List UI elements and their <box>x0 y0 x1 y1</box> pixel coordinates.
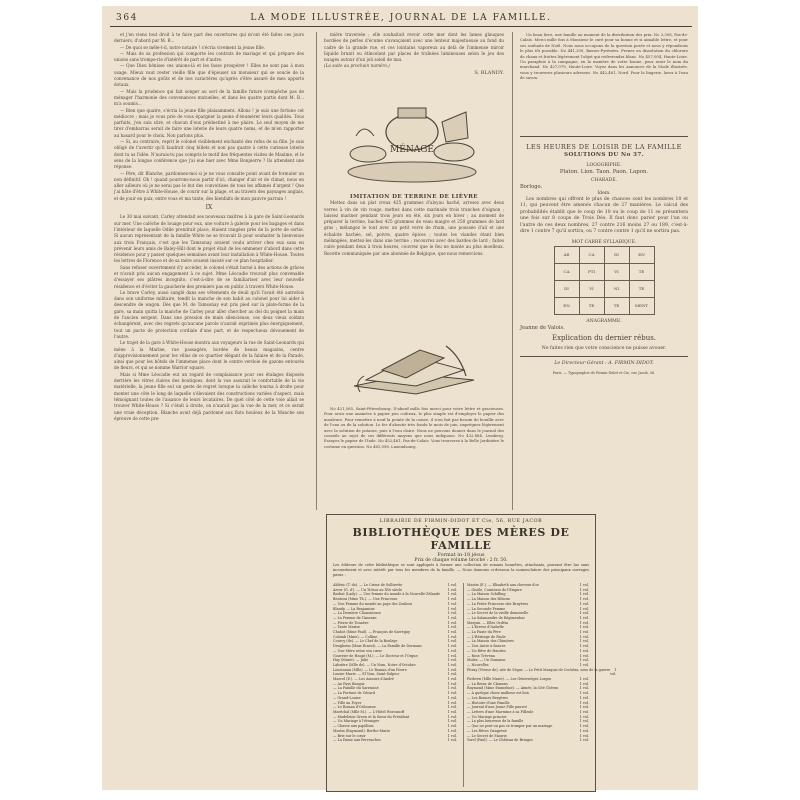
book-volumes: 1 vol. <box>447 583 457 587</box>
book-volumes: 1 vol. <box>579 592 589 597</box>
book-title: Labrière (Mlle de). — Un Nom, Notre d'Octobre <box>333 662 416 667</box>
column-divider-1 <box>316 32 317 510</box>
book-title: — La Seconde Femme <box>467 606 506 611</box>
book-volumes: 1 vol. <box>447 601 457 606</box>
book-title: Chabot (Mme Paul). — François de Sarrègny <box>333 630 411 635</box>
book-volumes: 1 vol. <box>447 625 457 630</box>
publisher-line: LIBRAIRIE DE FIRMIN-DIDOT ET Cie, 56, RUE JACOB <box>379 519 543 524</box>
column-2 <box>324 32 504 508</box>
book-volumes: 1 vol. <box>447 606 457 611</box>
book-title: Marcel (E.). — Les Amours d'André <box>333 677 394 682</box>
book-title: — Un Mariage princier <box>467 714 507 719</box>
newspaper-page <box>102 6 698 790</box>
book-volumes: 1 vol. <box>447 648 457 653</box>
idem-label: Idem. <box>597 190 611 196</box>
book-title: — Une Mère selon son cœur <box>333 648 383 653</box>
book-list-left <box>333 583 457 787</box>
charade-answer: Borlogo. <box>520 184 543 191</box>
book-title: — Au Pays Basque <box>333 681 365 686</box>
grid-row <box>554 263 654 280</box>
ad-format: Format in-18 jésus <box>437 552 485 558</box>
book-volumes: 1 vol. <box>447 653 457 658</box>
book-entry <box>467 667 617 677</box>
director-credit: Le Directeur-Gérant : A. FIRMIN-DIDOT. <box>554 361 654 366</box>
ad-intro: Les éditeurs de cette bibliothèque se sont appliqués à former une collection de romans honnêtes, attachants, pouvant être lus sans inconvénient et avec intérêt par tous les membres de la famille. — Nous donnons ci-dessous la nomenclature des principaux ouvrages parus : <box>333 563 589 578</box>
book-volumes: 1 vol. <box>447 738 457 743</box>
book-title: Aldéric (T. de). — Le Crime de Sollivette <box>333 583 403 587</box>
recipe-block <box>324 194 504 257</box>
book-title: — Gisèle, Comtesse de l'Empire <box>467 587 522 592</box>
book-volumes: 1 vol. <box>579 653 589 658</box>
grid-cell: TE <box>629 280 654 297</box>
correspondence-text: No 421,565, Saint-Pétersbourg. D'abord mille fois merci pour votre lettre et gracieuses. Pour avoir une anamèse à papier peu coûteux, le plus simple est d'employer le papier des mouleurs. Pour remettre à neuf la pointe de la caisse, il n'en fait pas besoin de bouillir avec de l'eau ou de la solution. Le fer d'aboutir très fondu le mois de juin, imprégnez légèrement avec la solution de potasse, puis à l'eau claire. Nous ne pouvons donner dans le journal des conseils au sujet de ces différents moyens que nous indiquons. No 432,884, Lemberg. Essayez le papier de l'Inde. No 452,461, Pas-de-Calais. Vous trouverez à la Belle Jardinière le costume en question. No 461,096, Luxembourg. <box>324 406 504 449</box>
menage-label: MÉNAGE <box>390 145 434 155</box>
book-title: — Fille au Foyer <box>333 700 362 705</box>
book-title: — Chasse aux papillons <box>333 724 374 729</box>
book-volumes: 1 vol. <box>447 681 457 686</box>
book-title: — La Dame aux Pervenches <box>333 738 381 743</box>
book-volumes: 1 vol. <box>579 714 589 719</box>
paragraph: — Si, au contraire, reprit le colonel visiblement enchanté des refus de sa fille. Je suis obligé de t'avertir qu'il faudrait cinq billets et non pas quatre à cette curieuse loterie dont tu as l'idée. N'aurais-tu pas compris le motif des fréquentes visites de Maxime, et le sens de la longue conférence que j'ai eue hier avec Mme Bonpierre ? Ils attendent une réponse. <box>114 139 304 170</box>
paragraph: — Que Dieu bénisse ces unions-là et les fasse prospérer ! Elles ne sont pas à mon usage. Mieux vaut rester vieille fille que d'épouser un monsieur qui se soucie de la convenance de nos goûts et de nos caractères qu'après s'être assuré de mes apports dotaux. <box>114 63 304 88</box>
paragraph: — De quoi se mêle-t-il, notre notaire ! s'écria vivement la jeune fille. <box>120 44 266 50</box>
book-title: Courcy (de). — Le Chef de la Boulaye <box>333 639 398 644</box>
column-divider-2 <box>512 32 513 510</box>
book-title: Arvor (G. d'). — Un Trésor au XVe siècle <box>333 587 403 592</box>
book-title: — Le Secret de la vieille demoiselle <box>467 611 529 616</box>
book-list-right <box>467 583 617 787</box>
book-volumes: 1 vol. <box>447 615 457 620</box>
page-header <box>110 12 692 26</box>
book-volumes: 1 vol. <box>579 587 589 592</box>
book-volumes: 1 vol. <box>447 714 457 719</box>
book-title: — Pierre de Tonnère <box>333 620 369 625</box>
book-volumes: 1 vol. <box>447 672 457 677</box>
book-title: — Une Autre à fiancer <box>467 644 506 649</box>
book-title: — La Faute du Père <box>467 630 501 635</box>
book-title: — Une Femme du monde au pays des Zoulous <box>333 601 413 606</box>
book-volumes: 1 vol. <box>579 648 589 653</box>
book-volumes: 1 vol. <box>447 719 457 724</box>
book-title: Colomb (Mme). — Colline <box>333 634 378 639</box>
column-1 <box>114 32 304 786</box>
book-title: Mulez. — Un Domaine <box>467 658 506 663</box>
book-volumes: 1 vol. <box>447 611 457 616</box>
book-title: — Journal d'une Jeune Fille pauvre <box>467 705 528 710</box>
book-title: — La Salamandre de Régimenbac <box>467 615 526 620</box>
book-volumes: 1 vol. <box>447 695 457 700</box>
paragraph: Le brave Carley, aussi sanglé dans ses vêtements de deuil qu'il l'avait été autrefois dans son uniforme militaire, tendit la manche de son habit au colonel pour lui aider à descendre de wagon. Dès que M. de Tamsonay eut pris pied sur la plate-forme de la gare, sa main quitta la manche de Carley pour aller chercher au del du poignet la main de l'ancien sergent. Dans une pression de main silencieuse, ces deux vieux soldats échangèrent, avec des regrets qu'aucune parole n'aurait exprimés plus énergiquement, tout un pacte de protection cordiale d'une part, et de respectueux dévouement de l'autre. <box>114 289 304 339</box>
book-title: Blandy. — La Benjamine <box>333 606 375 611</box>
paragraph: — Bien que quatre, s'écria la jeune fille plaisamment. Allons ! je suis une fortune cet médiocre ; mais je vous prie de vous épargner la peine d'énumérer leurs qualités. Tous parfaits, j'en suis sûre, et chacun d'eux prédestiné à me plaire. Le seul moyen de me tirer d'embarras serait de faire une loterie de leurs quatre noms, et de m'en rapporter au hasard pour le choix. Non parlons plus. <box>114 107 304 138</box>
book-volumes: 1 vol. <box>447 639 457 644</box>
paragraph: Le 30 mai suivant, Carley attendait ses nouveaux maîtres à la gare de Saint-Leonards sur mer. Une calèche de louage pour eux, une voiture à galerie pour les bagages et dans l'intérieur de laquelle Odile prendrait place, étaient rangées près de la porte de sortie. Si aucun représentant de la famille White ne se trouvait là pour souhaiter la bienvenue aux trois Français, c'est que les Tamsonay avaient voulu arriver chez eux sans en prévenir leurs amis de Baley-Hill dont le projet était de les emmener d'abord dans cette résidence pour y passer quelques semaines avant leur installation à White-House. Toutes les lettres de Florence et de sa mère avaient insisté sur ce plan hospitalier. <box>114 214 304 264</box>
book-title: — Les Bonnes Bergères <box>467 695 508 700</box>
grid-cell: NI <box>604 280 629 297</box>
book-title: — Madeleine Green et la Sœur du Président <box>333 714 410 719</box>
book-volumes: 1 vol. <box>579 695 589 700</box>
book-volumes: 1 vol. <box>579 724 589 729</box>
journal-title: LA MODE ILLUSTRÉE, JOURNAL DE LA FAMILLE. <box>250 13 552 23</box>
book-title: — Un Rêve de Hauties <box>467 648 506 653</box>
book-volumes: 1 vol. <box>447 662 457 667</box>
grid-cell: EN <box>629 246 654 263</box>
grid-cell: CA <box>554 263 579 280</box>
book-title: Yorel (Paul). — Le Château de Bringes <box>467 738 533 743</box>
logogriphe-answer: Platon. Lion. Taon. Paon. Lapon. <box>559 168 649 175</box>
paragraph: Mais si Mme Léocadie eut un regard de complaisance pour ces étalages disposés derrière les vitres claires des boutiques, dont la vue assurait le confortable de la vie matérielle, la jeune fille eut un geste de regret lorsque la calèche tourna à droite pour monter une côte le long de laquelle s'élevaient des constructions variées d'aspect, mais témoignant toutes de l'aisance de leurs locataires. De quel côté de cette voie allait se trouver White-House ? Si c'était à droite, on n'aurait pas la vue de la mer, et ce serait une vraie déception. Blanche avait déjà pardonné aux flots houleux de la Manche son épreuve de cette pre- <box>114 371 304 421</box>
book-volumes: 1 vol. <box>579 686 589 691</box>
book-volumes: 1 vol. <box>447 691 457 696</box>
book-title: — Tante Marise <box>333 625 361 630</box>
story-text-part2 <box>114 214 304 422</box>
author-signature: S. BLANDY. <box>474 69 504 76</box>
book-title: Dengheim (Mme Ernest). — La Famille de Dormans <box>333 644 422 649</box>
book-title: Martin (E.). — Elisabeth aux cheveux d'or <box>467 583 539 587</box>
book-title: — La Famille du Sarrasinè <box>333 686 379 691</box>
book-volumes: 1 vol. <box>447 733 457 738</box>
grid-cell: AR <box>554 246 579 263</box>
book-title: — Le Roman d'Osbourne <box>333 705 376 710</box>
grid-row <box>554 297 654 314</box>
book-volumes: 1 vol. <box>579 601 589 606</box>
paragraph: Le trajet de la gare à White-House montra aux voyageurs la rue de Saint-Leonards qui mène à la Marine, rue passagère, bordée de beaux magasins, centre d'approvisionnement pour les villas de ce quartier élégant de la falaise et de la Parade, ainsi que pour les hôtels de l'immense place dont le centre verdoie de gazons entourés de fleurs, et qui se nomme Warrior square. <box>114 340 304 371</box>
book-title: — Histoire d'une Famille <box>467 700 510 705</box>
book-volumes: 1 vol. <box>447 686 457 691</box>
grid-cell: VI <box>579 280 604 297</box>
book-volumes: 1 vol. <box>579 611 589 616</box>
grid-cell: TE <box>629 263 654 280</box>
book-title: — La Petite Princesse des Bruyères <box>467 601 529 606</box>
book-title: — La Reine de Clamons <box>467 681 508 686</box>
book-volumes: 1 vol. <box>579 691 589 696</box>
book-volumes: 1 vol. <box>447 634 457 639</box>
book-title: Loustanuu (Mlle). — Le Roman d'un Pierre <box>333 667 407 672</box>
book-volumes: 1 vol. <box>447 728 457 733</box>
book-title: — La Femme de l'Annexe <box>333 615 377 620</box>
grid-title: MOT CARRÉ SYLLABIQUE. <box>571 239 637 245</box>
rebus-text: Ne faites rien que votre conscience ne puisse avouer. <box>541 345 667 351</box>
grid-cell: PTI <box>579 263 604 280</box>
book-title: Martin (Raymond). Berthe-Marie <box>333 728 390 733</box>
book-title: — Rose Trévena <box>467 653 495 658</box>
book-title: Gouvrier de Haupt (M.). — Le Docteur et l'Orgue <box>333 653 418 658</box>
book-volumes: 1 vol. <box>447 592 457 597</box>
book-title: — Nouvelles <box>467 662 489 667</box>
story-continuation <box>324 32 504 63</box>
book-title: — La Maison Schilling <box>467 592 506 597</box>
book-volumes: 1 vol. <box>579 733 589 738</box>
printer-credit: Paris. — Typographie de Firmin-Didot et Cie, rue Jacob, 56. <box>552 371 656 376</box>
grid-cell: MENT <box>629 297 654 314</box>
to-be-continued: (La suite au prochain numéro.) <box>324 63 390 69</box>
rebus-title: Explication du dernier rébus. <box>551 334 657 343</box>
book-lists <box>333 583 617 787</box>
section-rule-top <box>520 136 688 137</box>
book-volumes: 1 vol. <box>447 597 457 602</box>
book-volumes: 1 vol. <box>579 681 589 686</box>
book-volumes: 1 vol. <box>579 700 589 705</box>
recipe-text: Mettez dans un plat creux 425 grammes d'aloyau haché, arrosez avec deux verres à vin de vin rouge, mettez dans cette marinade trois tranches d'oignon ; laissez mariner pendant trois jours en été, six jours en hiver ; au moment de préparer la terrine, hachez 425 grammes de veau maigre et 250 grammes de lard gras ; mélangez le tout avec un petit verre de rhum, une poussée d'ail et une échalote hachée, sel, poivre, quatre épices ; toutes les viandes étant bien mélangées, mettez-les dans une terrine ; recouvrez avec des bardes de lard ; faites cuire pendant deux à trois heures, couvrez que le feu ne monte au plus moelleux. Recette communiquée par une abonnée de Belgique, que nous remercions. <box>324 200 504 256</box>
charade-label: CHARADE. <box>590 178 618 184</box>
book-title: — Un Mariage à l'étranger <box>333 719 380 724</box>
book-title: Maréchal (Mlle M.). — L'Hôtel Woronsoff <box>333 709 404 714</box>
book-volumes: 1 vol. <box>447 667 457 672</box>
book-volumes: 1 vol. <box>447 705 457 710</box>
book-title: Louise-Marie. — El Vom, Saint-Sulpice <box>333 672 400 677</box>
book-title: — La Maison des Hiboux <box>467 597 510 602</box>
paragraph: — Mais de sa profession qui comporte les contrats de mariage et qui prépare des unions sans trompe-rie d'intérêt de part et d'autre. <box>114 50 304 63</box>
menage-illustration <box>342 92 482 188</box>
book-volumes: 1 vol. <box>579 719 589 724</box>
book-title: Pitray (Vtesse de), née de Ségur. — Le Petit Marquis de Cochéas, sous de la guerre <box>467 667 611 672</box>
book-volumes: 1 vol. <box>447 587 457 592</box>
book-title: — Que ne peut-on pas se tromper par un mariage <box>467 724 553 729</box>
book-title: — Brie sur le cœur <box>333 733 366 738</box>
grid-cell: DI <box>554 280 579 297</box>
solutions-subheader: SOLUTIONS DU No 37. <box>564 152 644 159</box>
book-title: Barbat (Lady). — Une femme du monde à la Nouvelle-Zélande <box>333 592 440 597</box>
book-title: — Grand-Louise <box>333 695 361 700</box>
book-volumes: 1 vol. <box>579 644 589 649</box>
grid-row <box>554 280 654 297</box>
book-title: Hay (Marie). — Julie <box>333 658 369 663</box>
book-volumes: 1 vol. <box>579 620 589 625</box>
paragraph: mière traversée ; elle souhaitait revoir cette mer dont les lames glauques bordées de perles d'écume s'avançaient avec une lenteur majestueuse au fond du cadre de la grande rue, et ces lointains vaporeux au delà de l'immense miroir liquide brunit ou étincelant par places de traînées lumineuses selon le jeu des nuages autour d'un joli soleil de mai. <box>324 32 504 63</box>
book-volumes: 1 vol. <box>579 705 589 710</box>
column-3 <box>520 32 688 508</box>
book-volumes: 1 vol. <box>447 700 457 705</box>
book-title: — La plus heureuse de la famille <box>467 719 524 724</box>
correspondence-block <box>324 406 504 449</box>
book-volumes: 1 vol. <box>447 677 457 682</box>
puzzles-header: LES HEURES DE LOISIR DE LA FAMILLE <box>526 143 682 151</box>
book-volumes: 1 vol. <box>447 630 457 635</box>
book-title: Puthven (Mlle Marie). — Les Génievièges Lorges <box>467 677 552 682</box>
paragraph: — Père, dit Blanche, pardonnez-moi si je ne vous consulte point avant de formuler un non définitif. Oh ! quand pourrons-nous partir d'ici, changer d'air et de climat, nous en aller ailleurs où je ne serai pas le but des convoitises de tous les affamés d'argent ! Que j'ai hâte d'être à White-House, de courir sur la plage, et au travers des paysages anglais, et de jouir en paix, entre vous et ma tante, des bienfaits de mon pauvre parrain ! <box>114 170 304 201</box>
book-volumes: 1 vol. <box>447 644 457 649</box>
book-title: Bentzon (Mme Th.). — Une Princesse <box>333 597 398 602</box>
book-volumes: 1 vol. <box>579 634 589 639</box>
page-number: 364 <box>116 13 138 23</box>
book-volumes: 1 vol. <box>579 615 589 620</box>
recipe-title: IMITATION DE TERRINE DE LIÈVRE <box>350 194 478 200</box>
paragraph: Sans refuser ouvertement d'y accéder, le colonel s'était borné à des actions de grâces et n'avait pris aucun engagement à ce sujet. Mme Léocadie trouvait plus convenable d'essayer ses plâtres incognito, c'est-à-dire de se familiariser avec leur nouvelle résidence et d'éviter la gaucherie des premiers pas en public à travers White-House. <box>114 264 304 289</box>
grid-row <box>554 246 654 263</box>
book-title: — L'Erreur d'Isabelle <box>467 625 504 630</box>
chapter-number: IX <box>205 204 213 212</box>
book-title: — Les Rêves Gangréné <box>467 728 507 733</box>
book-volumes: 1 vol. <box>579 630 589 635</box>
books-illustration <box>346 336 482 402</box>
book-title: — Le Secret de Maurie <box>467 733 507 738</box>
anagram-label: ANAGRAMME. <box>586 318 622 324</box>
grid-cell: DI <box>604 246 629 263</box>
book-title: — La Maison des Chimères <box>467 639 514 644</box>
book-volumes: 1 vol. <box>447 724 457 729</box>
book-volumes: 1 vol. <box>579 738 589 743</box>
book-title: Maryan. — Elles Ordéia <box>467 620 509 625</box>
book-volumes: 1 vol. <box>579 709 589 714</box>
book-volumes: 1 vol. <box>579 583 589 587</box>
book-volumes: 1 vol. <box>579 658 589 663</box>
book-volumes: 1 vol. <box>447 709 457 714</box>
anagram-answer: Jeanne de Valois. <box>520 325 565 332</box>
story-text-part1 <box>114 32 304 202</box>
book-volumes: 1 vol. <box>579 606 589 611</box>
book-volumes: 1 vol. <box>579 728 589 733</box>
book-volumes: 1 vol. <box>447 658 457 663</box>
section-rule-mid <box>520 356 688 357</box>
book-volumes: 1 vol. <box>579 662 589 667</box>
book-title: — Lettres d'une Marraine à sa Filleule <box>467 709 534 714</box>
problem-solution: Les nombres qui offrent le plus de chances sont les nombres 10 et 11, qui peuvent être amenés chacun de 27 manières. Le calcul des probabilités établit que le coup de 10 ou le coup de 11 se présentera une fois sur 8 coups de Trois Dés. Il faut donc parier pour l'un ou l'autre de ces deux nombres, 27 contre 216 moins 27 ou 189, c'est-à-dire 1 contre 7 qu'il sortira, ou 7 contre contre 1 qu'il ne sortira pas. <box>520 197 688 235</box>
library-advertisement <box>326 514 617 792</box>
book-volumes: 1 vol. <box>579 625 589 630</box>
paragraph: — Mais la prudence qui fait songer au sort de la famille future n'empêche pas de ménager l'harmonie des convenances mutuelles, et dans les quatre partis dont M. B... m'a soumis... <box>114 88 304 107</box>
book-volumes: 1 vol. <box>579 597 589 602</box>
grid-cell: EN <box>554 297 579 314</box>
ad-price: Prix de chaque volume broché : 2 fr. 50. <box>414 558 508 563</box>
answers-text: Un beau livre, une famille au moment de la distribution des prix. No 3,308, Pas-de-Calais. Merci mille fois à Monsieur le curé pour sa bonne et si aimable lettre, et pour ses souhaits de Noël. Nous nous occupons de la question posée et nous y répondrons le plus tôt possible. No 441,209, Basses-Pyrénées. Prenez en dissolution du chlorure de chaux et frottez légèrement l'objet qui redeviendra blanc. No 457,004, Haute-Loire. Un parapluie à la campagne, en la manière de votre bonne, pour avoir le nom du marchand. No 427,079, Haute-Loire. Voyez dans les annonces de la Mode illustrée, vous y trouverez plusieurs adresses. No 442,461, Nord. Pour la lingerie, lavez à l'eau de savon. <box>520 32 688 81</box>
book-entry <box>467 738 589 743</box>
logogriphe-label: LOGOGRIPHE. <box>586 162 622 168</box>
book-title: Raymond (Mme Emmeline). — Aimée, la Cité Chéron <box>467 686 559 691</box>
book-list-divider <box>463 583 464 787</box>
book-volumes: 1 vol. <box>579 677 589 682</box>
grid-cell: TE <box>604 297 629 314</box>
book-volumes: 1 vol. <box>579 639 589 644</box>
book-title: — La Dernière Chanoinesse <box>333 611 381 616</box>
book-title: — La Fortune de Gérard <box>333 691 375 696</box>
syllable-grid <box>554 246 655 315</box>
book-title: — L'Héritage de Paule <box>467 634 506 639</box>
book-volumes: 1 vol. <box>610 667 617 677</box>
paragraph: et j'en viens tout droit à te faire part des ouvertures qui m'ont été faites ces jours derniers, d'abord par M. B... <box>114 32 304 44</box>
grid-cell: TE <box>579 297 604 314</box>
ad-title: BIBLIOTHÈQUE DES MÈRES DE FAMILLE <box>352 526 570 552</box>
grid-cell: VI <box>604 263 629 280</box>
grid-cell: CA <box>579 246 604 263</box>
book-entry <box>333 738 457 743</box>
book-volumes: 1 vol. <box>447 620 457 625</box>
puzzles-section <box>520 144 688 377</box>
book-title: — A quelque chose malheur est bon <box>467 691 529 696</box>
header-rule <box>110 26 692 27</box>
